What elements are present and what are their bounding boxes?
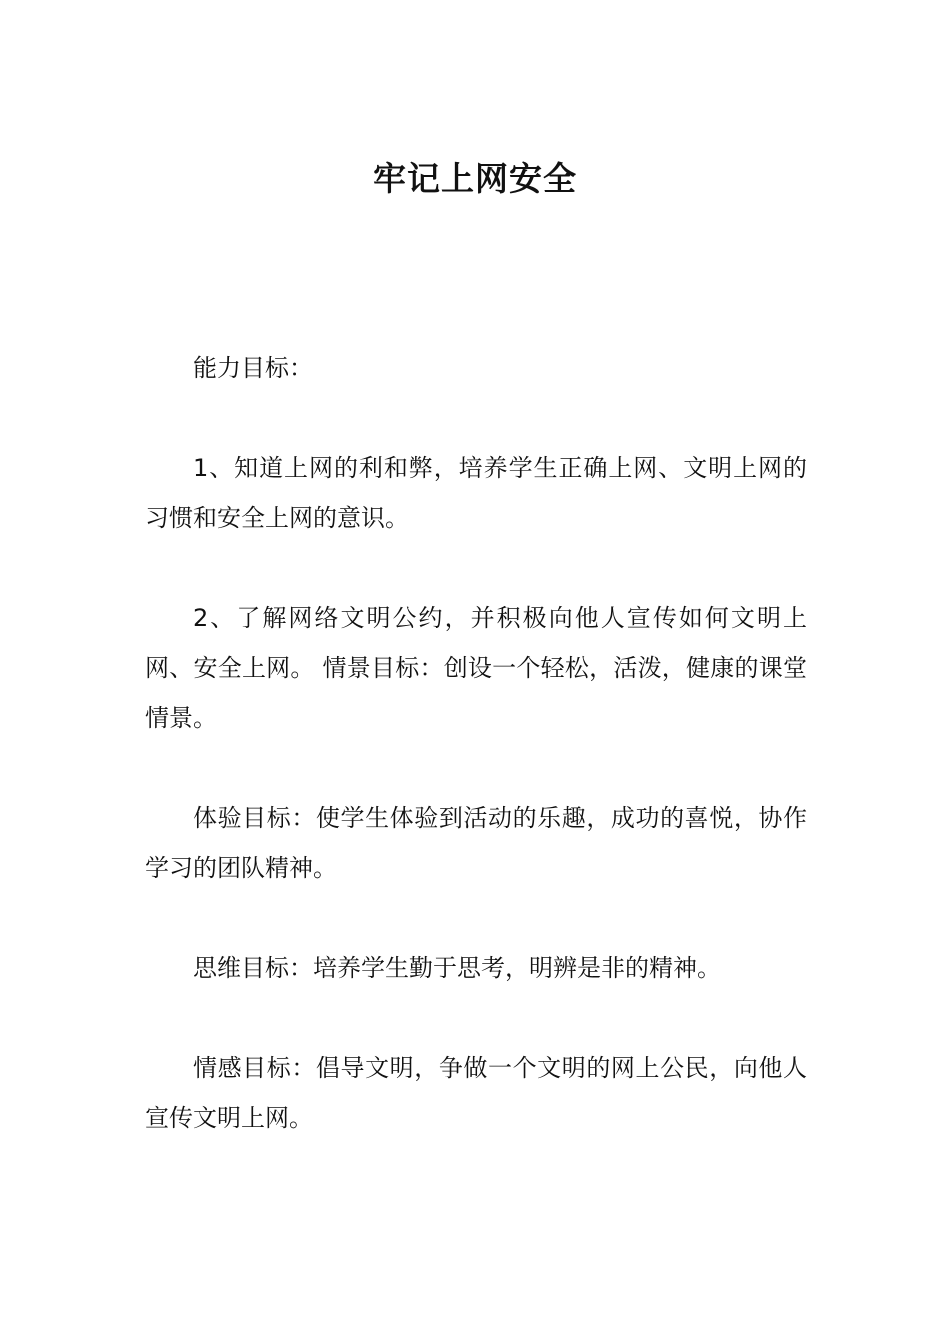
paragraph-ability-goal-heading: 能力目标：: [193, 354, 313, 382]
paragraph-thinking-goal: 思维目标：培养学生勤于思考，明辨是非的精神。: [193, 954, 721, 982]
paragraph-experience-goal: 体验目标：使学生体验到活动的乐趣，成功的喜悦，协作学习的团队精神。: [145, 804, 807, 882]
paragraph-item-1: 1、知道上网的利和弊，培养学生正确上网、文明上网的习惯和安全上网的意识。: [145, 454, 807, 532]
paragraph-item-2: 2、了解网络文明公约，并积极向他人宣传如何文明上网、安全上网。 情景目标：创设一个轻松，活泼，健康的课堂情景。: [145, 604, 807, 732]
paragraph-emotion-goal: 情感目标：倡导文明，争做一个文明的网上公民，向他人宣传文明上网。: [145, 1054, 807, 1132]
document-body: [145, 343, 807, 1193]
document-title: 牢记上网安全: [373, 159, 577, 198]
